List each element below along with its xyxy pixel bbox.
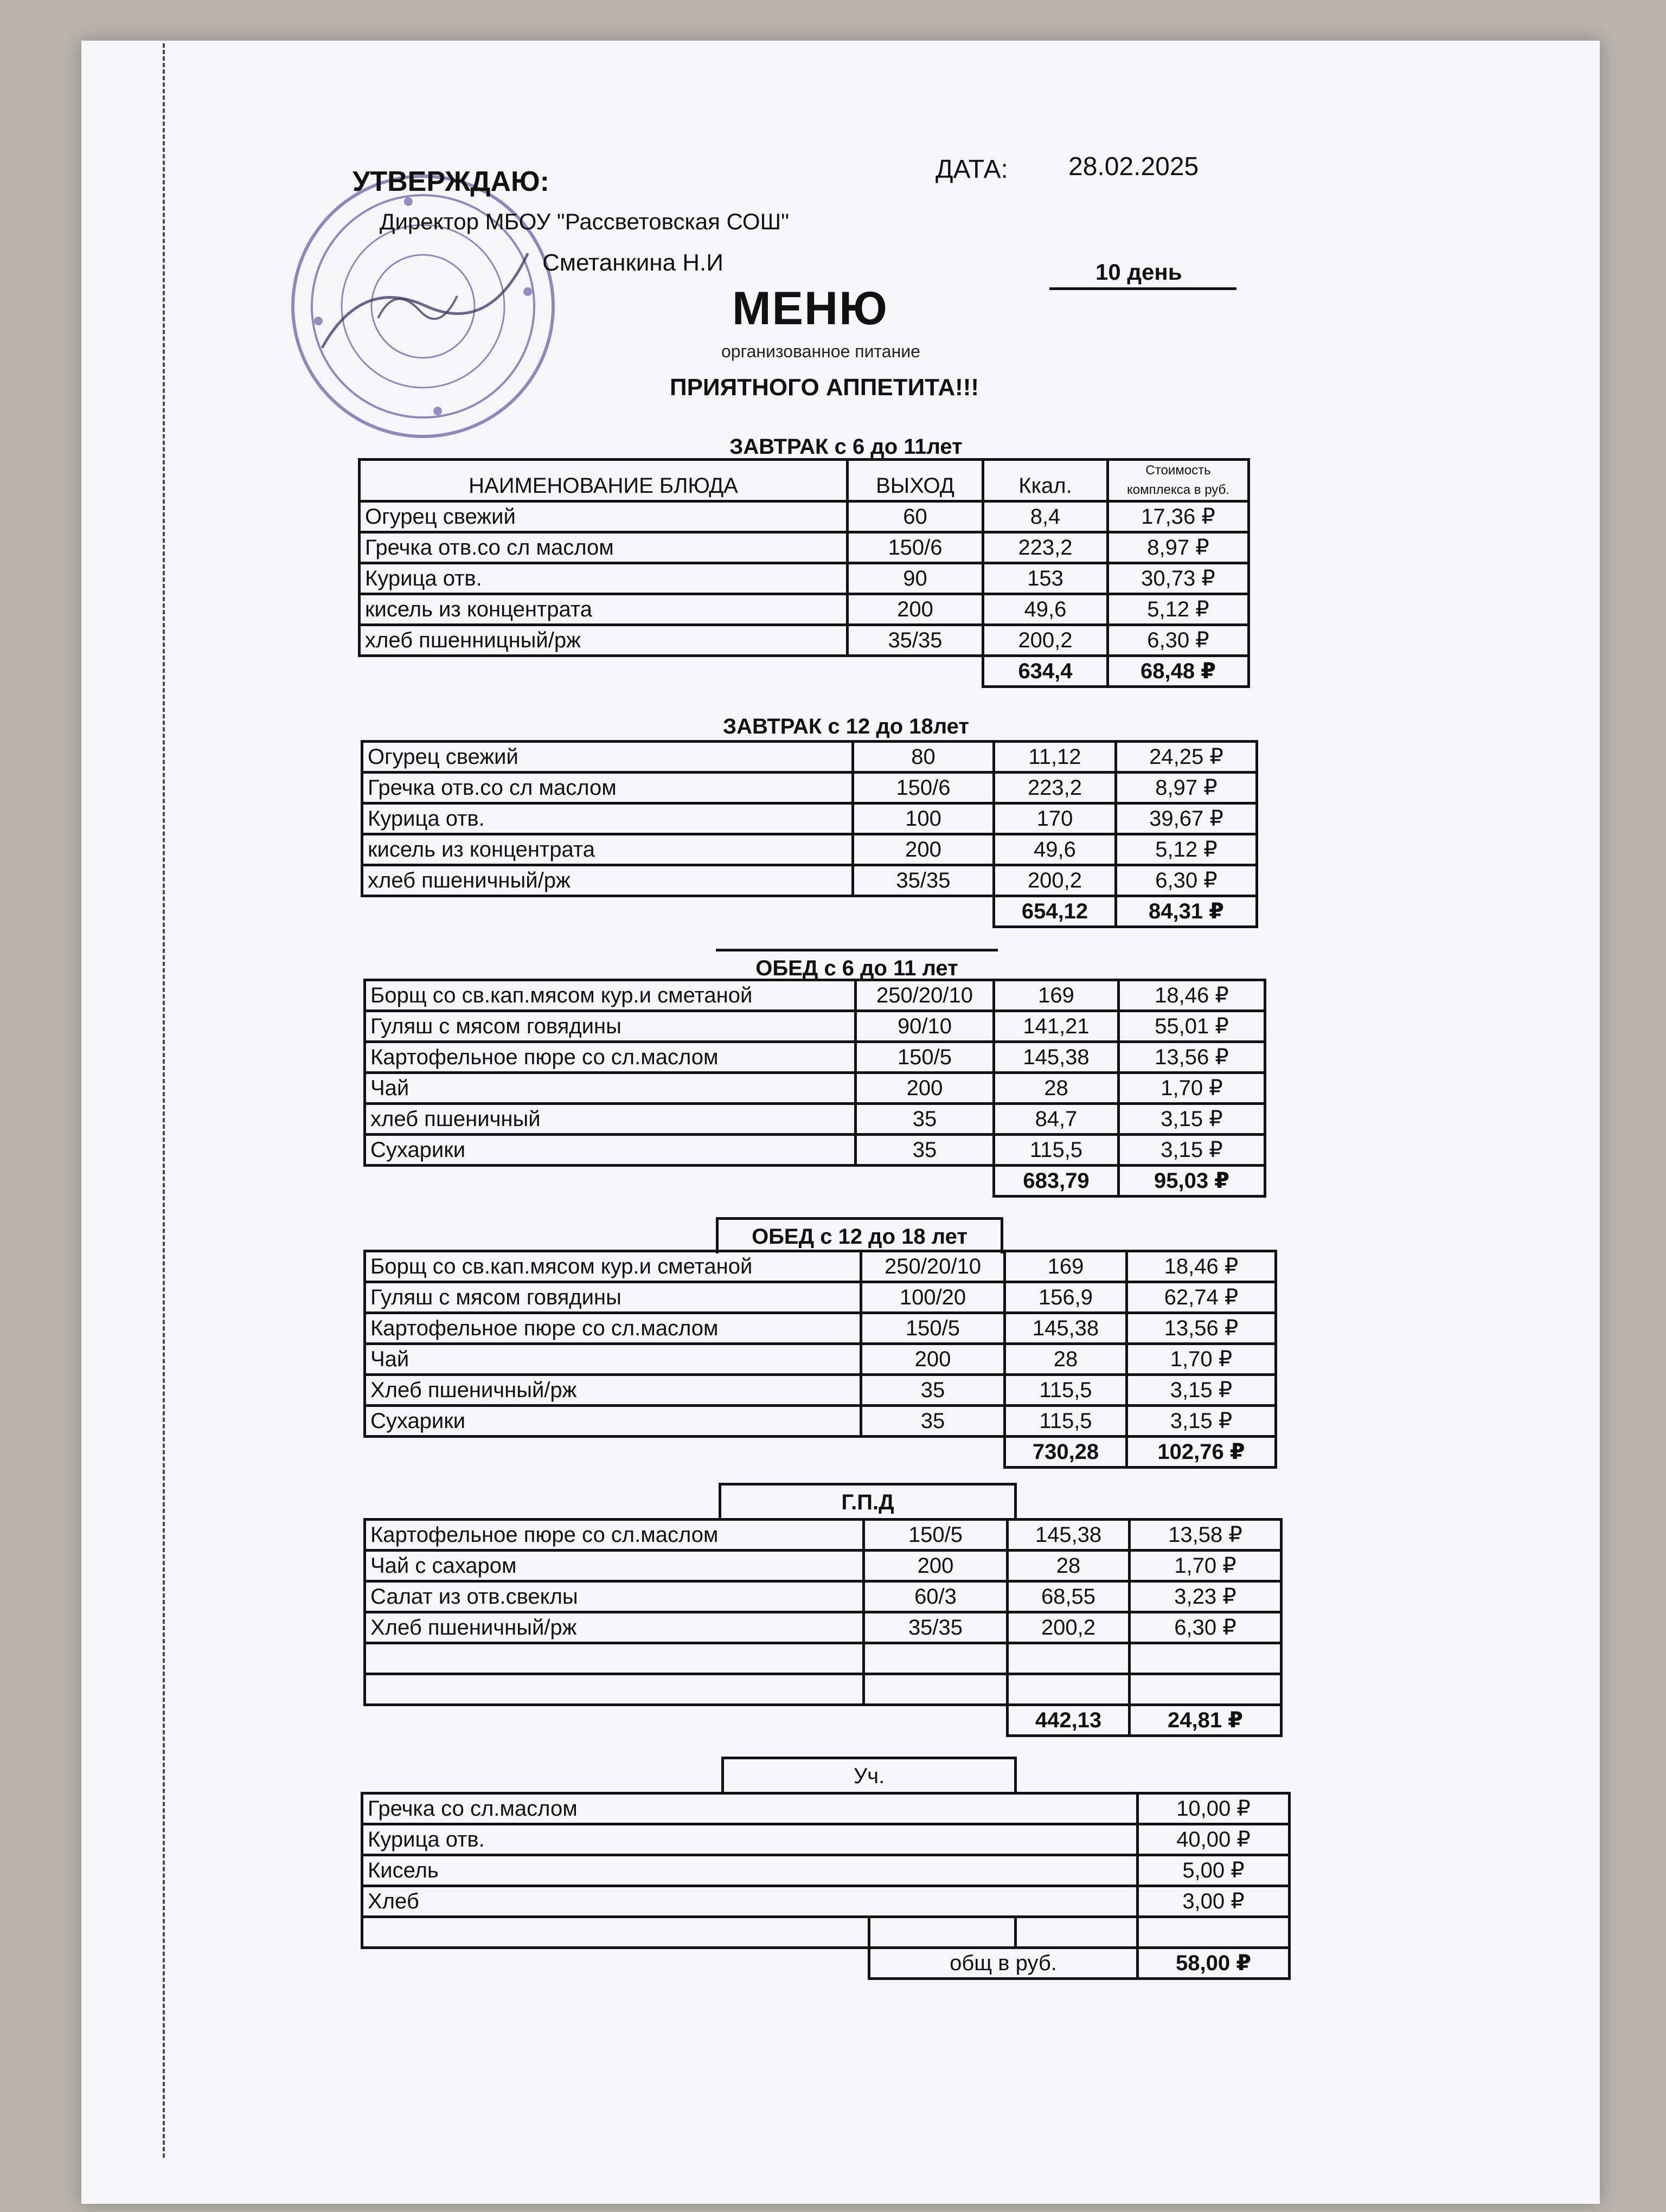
table-row: [360, 625, 1249, 656]
table-row: [365, 1551, 1281, 1581]
dish-cost: 62,74 ₽: [1127, 1282, 1276, 1313]
dish-kcal: 153: [983, 563, 1108, 594]
total-row: [365, 1437, 1276, 1468]
dish-output: 35: [861, 1406, 1005, 1437]
dish-output: 150/5: [861, 1313, 1005, 1344]
greeting: ПРИЯТНОГО АППЕТИТА!!!: [670, 374, 979, 401]
dish-kcal: 223,2: [983, 532, 1108, 563]
table-row: [365, 1674, 1281, 1705]
dish-cost: 55,01 ₽: [1119, 1011, 1265, 1042]
table-row: [362, 773, 1257, 803]
dish-cost: 5,00 ₽: [1138, 1855, 1290, 1886]
table-row: [365, 1282, 1276, 1313]
dish-cost: 5,12 ₽: [1116, 834, 1257, 865]
dish-name: Огурец свежий: [362, 742, 853, 773]
dish-cost: 17,36 ₽: [1108, 501, 1249, 532]
dish-output: 60/3: [864, 1581, 1008, 1612]
dish-kcal: 156,9: [1005, 1282, 1127, 1313]
dish-output: 200: [864, 1551, 1008, 1581]
table-row: [365, 1406, 1276, 1437]
dish-kcal: 170: [994, 803, 1116, 834]
dish-name: Гречка отв.со сл маслом: [360, 532, 848, 563]
dish-kcal: 169: [1005, 1251, 1127, 1282]
dish-kcal: [1008, 1674, 1130, 1705]
dish-kcal: 200,2: [983, 625, 1108, 656]
col-name: НАИМЕНОВАНИЕ БЛЮДА: [360, 460, 848, 501]
dish-kcal: 28: [1005, 1344, 1127, 1375]
table-header: [360, 460, 1249, 501]
dish-kcal: 28: [994, 1073, 1119, 1104]
approve-heading: УТВЕРЖДАЮ:: [353, 166, 549, 197]
dish-name: Кисель: [362, 1855, 1138, 1886]
dish-cost: 13,56 ₽: [1127, 1313, 1276, 1344]
total-kcal: 442,13: [1008, 1705, 1130, 1736]
dish-output: 250/20/10: [856, 980, 994, 1011]
table-row: [365, 1375, 1276, 1406]
total-row: [365, 1705, 1281, 1736]
dish-output: 35/35: [864, 1612, 1008, 1643]
table-row: [360, 563, 1249, 594]
dish-cost: [1130, 1643, 1281, 1674]
table-row: [365, 1313, 1276, 1344]
dish-name: хлеб пшеничный: [365, 1104, 856, 1135]
col-output: ВЫХОД: [848, 460, 983, 501]
dish-kcal: 11,12: [994, 742, 1116, 773]
dish-cost: 6,30 ₽: [1130, 1612, 1281, 1643]
section-title: ЗАВТРАК с 12 до 18лет: [723, 715, 969, 738]
table-row: [362, 865, 1257, 896]
dish-name: Сухарики: [365, 1135, 856, 1166]
dish-name: [365, 1643, 864, 1674]
total-kcal: 730,28: [1005, 1437, 1127, 1468]
lunch-old-table: [363, 1250, 1277, 1469]
table-row: [365, 1104, 1265, 1135]
dish-output: 150/6: [853, 773, 994, 803]
dish-name: Гречка отв.со сл маслом: [362, 773, 853, 803]
dish-output: 200: [856, 1073, 994, 1104]
dish-kcal: 200,2: [1008, 1612, 1130, 1643]
total-cost: 84,31 ₽: [1116, 896, 1257, 927]
dish-output: 100/20: [861, 1282, 1005, 1313]
dish-cost: 3,15 ₽: [1127, 1406, 1276, 1437]
dish-output: 80: [853, 742, 994, 773]
dish-output: 60: [848, 501, 983, 532]
table-row: [362, 742, 1257, 773]
page-title: МЕНЮ: [732, 282, 888, 335]
dish-output: 150/6: [848, 532, 983, 563]
page-subtitle: организованное питание: [721, 342, 920, 361]
table-row: [362, 803, 1257, 834]
total-row: [365, 1166, 1265, 1197]
dish-name: Гуляш с мясом говядины: [365, 1011, 856, 1042]
dish-cost: 10,00 ₽: [1138, 1793, 1290, 1824]
total-row: [360, 656, 1249, 687]
dish-output: 200: [848, 594, 983, 625]
table-row: [360, 501, 1249, 532]
dish-cost: 8,97 ₽: [1116, 773, 1257, 803]
dish-kcal: 169: [994, 980, 1119, 1011]
table-row: [365, 1073, 1265, 1104]
total-row: [362, 896, 1257, 927]
total-cost: 24,81 ₽: [1130, 1705, 1281, 1736]
table-row: [362, 1824, 1290, 1855]
dish-kcal: 145,38: [1005, 1313, 1127, 1344]
dish-kcal: 49,6: [994, 834, 1116, 865]
dish-cost: 18,46 ₽: [1119, 980, 1265, 1011]
dish-cost: 40,00 ₽: [1138, 1824, 1290, 1855]
table-row: [362, 834, 1257, 865]
dish-name: Хлеб: [362, 1886, 1138, 1917]
dish-kcal: 200,2: [994, 865, 1116, 896]
dish-output: 200: [853, 834, 994, 865]
dish-cost: 5,12 ₽: [1108, 594, 1249, 625]
director-name: Сметанкина Н.И: [542, 249, 723, 276]
dish-kcal: 8,4: [983, 501, 1108, 532]
dish-cost: 39,67 ₽: [1116, 803, 1257, 834]
dish-output: 35: [856, 1135, 994, 1166]
total-cost: 102,76 ₽: [1127, 1437, 1276, 1468]
table-row: [365, 1344, 1276, 1375]
table-row: [365, 980, 1265, 1011]
dish-name: Картофельное пюре со сл.маслом: [365, 1042, 856, 1073]
dish-name: Чай: [365, 1073, 856, 1104]
dish-name: Курица отв.: [362, 1824, 1138, 1855]
dish-output: 150/5: [864, 1520, 1008, 1551]
gpd-table: [363, 1518, 1283, 1737]
table-row: [362, 1886, 1290, 1917]
dish-cost: 8,97 ₽: [1108, 532, 1249, 563]
col-cost: Стоимость комплекса в руб.: [1108, 460, 1249, 501]
table-row: [362, 1917, 1290, 1948]
dish-output: 35/35: [848, 625, 983, 656]
school-seal-stamp: [267, 153, 579, 460]
table-row: [365, 1251, 1276, 1282]
table-row: [365, 1643, 1281, 1674]
dish-kcal: 28: [1008, 1551, 1130, 1581]
dish-output: [864, 1674, 1008, 1705]
dish-name: Курица отв.: [360, 563, 848, 594]
dish-name: [365, 1674, 864, 1705]
dish-name: кисель из концентрата: [360, 594, 848, 625]
total-cost: 68,48 ₽: [1108, 656, 1249, 687]
dish-output: 35/35: [853, 865, 994, 896]
total-cost: 58,00 ₽: [1138, 1948, 1290, 1979]
dish-kcal: 84,7: [994, 1104, 1119, 1135]
dish-cost: 1,70 ₽: [1130, 1551, 1281, 1581]
dish-kcal: [1008, 1643, 1130, 1674]
dish-name: Салат из отв.свеклы: [365, 1581, 864, 1612]
dish-kcal: 49,6: [983, 594, 1108, 625]
table-row: [365, 1011, 1265, 1042]
breakfast-young-table: [358, 458, 1250, 688]
dish-cost: 18,46 ₽: [1127, 1251, 1276, 1282]
total-kcal: 654,12: [994, 896, 1116, 927]
day-underline: [1049, 287, 1236, 290]
dish-cost: 1,70 ₽: [1119, 1073, 1265, 1104]
dish-kcal: 223,2: [994, 773, 1116, 803]
dish-name: Курица отв.: [362, 803, 853, 834]
total-row: [362, 1948, 1290, 1979]
dish-output: 100: [853, 803, 994, 834]
dish-kcal: 145,38: [1008, 1520, 1130, 1551]
dish-kcal: 115,5: [994, 1135, 1119, 1166]
total-kcal: 683,79: [994, 1166, 1119, 1197]
dish-cost: 3,15 ₽: [1119, 1135, 1265, 1166]
dish-output: 150/5: [856, 1042, 994, 1073]
dish-name: Гречка со сл.маслом: [362, 1793, 1138, 1824]
table-row: [365, 1612, 1281, 1643]
day-label: 10 день: [1095, 259, 1182, 285]
dish-output: 250/20/10: [861, 1251, 1005, 1282]
table-row: [365, 1520, 1281, 1551]
dish-cost: 24,25 ₽: [1116, 742, 1257, 773]
table-row: [360, 532, 1249, 563]
dish-name: Сухарики: [365, 1406, 861, 1437]
uch-table: [361, 1792, 1291, 1980]
dish-name: Чай с сахаром: [365, 1551, 864, 1581]
dish-output: [864, 1643, 1008, 1674]
table-row: [365, 1581, 1281, 1612]
total-label: общ в руб.: [869, 1948, 1138, 1979]
dish-cost: 13,56 ₽: [1119, 1042, 1265, 1073]
fold-line: [163, 43, 165, 2158]
dish-name: Борщ со св.кап.мясом кур.и сметаной: [365, 980, 856, 1011]
dish-cost: 3,00 ₽: [1138, 1886, 1290, 1917]
total-kcal: 634,4: [983, 656, 1108, 687]
dish-kcal: 141,21: [994, 1011, 1119, 1042]
dish-name: хлеб пшенницный/рж: [360, 625, 848, 656]
dish-cost: 3,15 ₽: [1119, 1104, 1265, 1135]
table-row: [360, 594, 1249, 625]
dish-name: Борщ со св.кап.мясом кур.и сметаной: [365, 1251, 861, 1282]
col-kcal: Ккал.: [983, 460, 1108, 501]
dish-name: кисель из концентрата: [362, 834, 853, 865]
section-title: Г.П.Д: [719, 1483, 1017, 1519]
dish-name: Огурец свежий: [360, 501, 848, 532]
dish-cost: [1130, 1674, 1281, 1705]
dish-name: хлеб пшеничный/рж: [362, 865, 853, 896]
dish-kcal: 145,38: [994, 1042, 1119, 1073]
dish-kcal: 68,55: [1008, 1581, 1130, 1612]
dish-name: Картофельное пюре со сл.маслом: [365, 1313, 861, 1344]
dish-output: 35: [856, 1104, 994, 1135]
dish-cost: 3,15 ₽: [1127, 1375, 1276, 1406]
dish-cost: 6,30 ₽: [1108, 625, 1249, 656]
dish-cost: 3,23 ₽: [1130, 1581, 1281, 1612]
table-row: [365, 1135, 1265, 1166]
table-row: [362, 1855, 1290, 1886]
dish-kcal: 115,5: [1005, 1375, 1127, 1406]
dish-cost: 1,70 ₽: [1127, 1344, 1276, 1375]
total-cost: 95,03 ₽: [1119, 1166, 1265, 1197]
table-row: [365, 1042, 1265, 1073]
dish-output: 90: [848, 563, 983, 594]
director-line: Директор МБОУ "Рассветовская СОШ": [380, 209, 789, 234]
date-label: ДАТА:: [935, 155, 1008, 184]
section-title: ЗАВТРАК с 6 до 11лет: [729, 435, 963, 459]
table-row: [362, 1793, 1290, 1824]
dish-cost: 6,30 ₽: [1116, 865, 1257, 896]
dish-output: 90/10: [856, 1011, 994, 1042]
date-value: 28.02.2025: [1068, 152, 1199, 181]
section-title: ОБЕД с 6 до 11 лет: [716, 949, 998, 985]
section-title: ОБЕД с 12 до 18 лет: [716, 1217, 1003, 1253]
dish-name: Хлеб пшеничный/рж: [365, 1612, 864, 1643]
dish-name: Гуляш с мясом говядины: [365, 1282, 861, 1313]
dish-output: 200: [861, 1344, 1005, 1375]
dish-cost: 30,73 ₽: [1108, 563, 1249, 594]
dish-cost: 13,58 ₽: [1130, 1520, 1281, 1551]
breakfast-old-table: [361, 740, 1258, 928]
dish-name: Картофельное пюре со сл.маслом: [365, 1520, 864, 1551]
dish-name: Чай: [365, 1344, 861, 1375]
dish-output: 35: [861, 1375, 1005, 1406]
lunch-young-table: [363, 979, 1266, 1198]
dish-kcal: 115,5: [1005, 1406, 1127, 1437]
dish-name: Хлеб пшеничный/рж: [365, 1375, 861, 1406]
section-title: Уч.: [721, 1757, 1017, 1793]
